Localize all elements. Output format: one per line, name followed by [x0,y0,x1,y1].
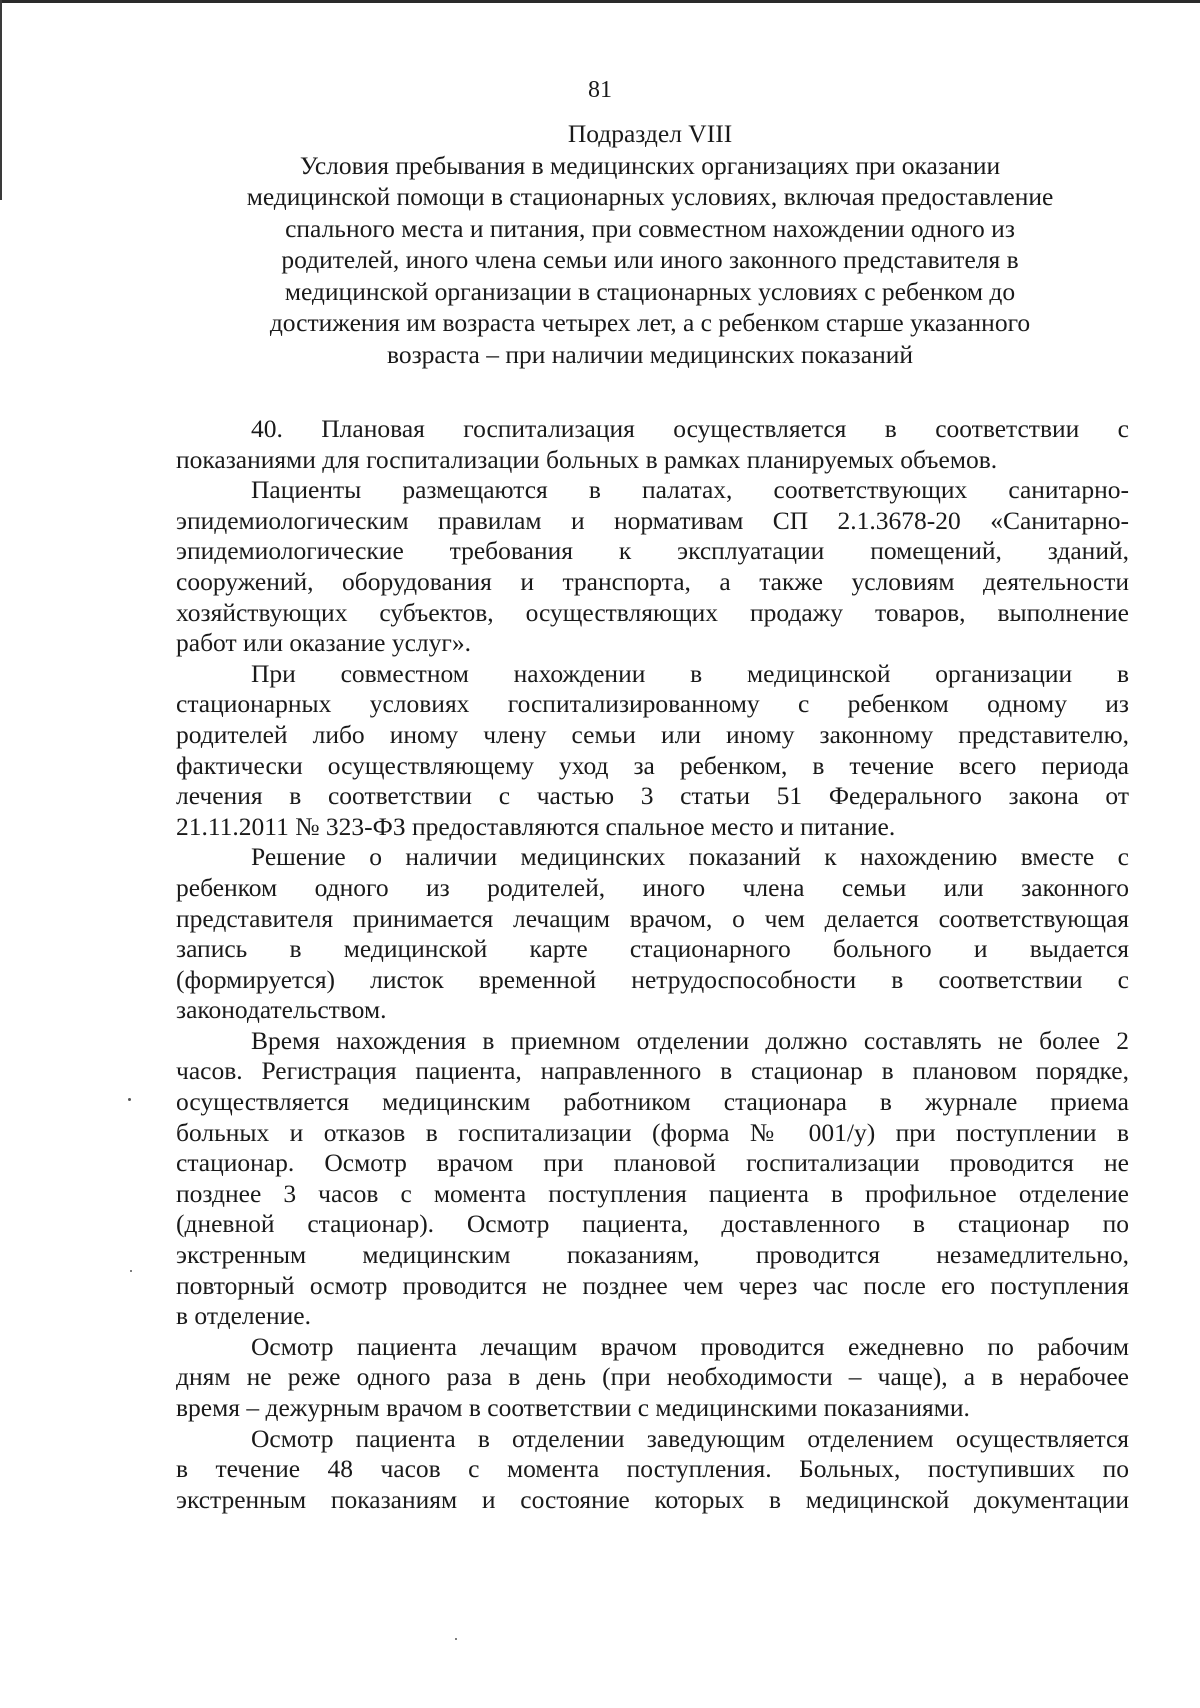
paragraph-joint-stay [176,659,1129,843]
text-line: Решение о наличии медицинских показаний к нахождению вместе с [251,842,1129,872]
text-line: запись в медицинской карте стационарного больного и выдается [176,934,1129,964]
text-line: экстренным показаниям и состояние которых в медицинской документации [176,1484,1129,1514]
body-text [176,414,1129,1515]
text-line: 21.11.2011 № 323-ФЗ предоставляются спальное место и питание. [176,811,896,841]
subsection-heading [150,118,1150,370]
text-line: Время нахождения в приемном отделении должно составлять не более 2 [251,1025,1129,1055]
text-line: эпидемиологическим правилам и нормативам СП 2.1.3678-20 «Санитарно- [176,505,1129,535]
text-line: больных и отказов в госпитализации (форма № 001/у) при поступлении в [176,1117,1129,1147]
text-line: осуществляется медицинским работником стационара в журнале приема [176,1087,1129,1117]
text-line: показаниями для госпитализации больных в рамках планируемых объемов. [176,444,998,474]
scan-top-edge [0,0,1200,3]
text-line: время – дежурным врачом в соответствии с медицинскими показаниями. [176,1393,970,1422]
heading-line: спального места и питания, при совместном нахождении одного из [285,213,1015,243]
text-line: эпидемиологические требования к эксплуатации помещений, зданий, [176,536,1129,566]
paragraph-medical-indications-decision [176,842,1129,1026]
subsection-title: Подраздел VIII [567,119,733,148]
text-line: При совместном нахождении в медицинской организации в [251,658,1129,688]
heading-line: достижения им возраста четырех лет, а с ребенком старше указанного [269,308,1031,337]
paragraph-ward-placement [176,475,1129,659]
paragraph-head-of-department-examination [176,1424,1129,1516]
text-line: родителей либо иному члену семьи или иному законному представителю, [176,719,1129,749]
paragraph-40-planned-hospitalization [176,414,1129,475]
heading-line: медицинской помощи в стационарных условиях, включая предоставление [246,182,1054,211]
text-line: в отделение. [176,1301,311,1331]
heading-line: медицинской организации в стационарных условиях с ребенком до [284,276,1016,306]
text-line: законодательством. [176,995,387,1025]
text-line: 40. Плановая госпитализация осуществляется в соответствии с [251,414,1129,443]
scan-speck [455,1638,457,1640]
text-line: ребенком одного из родителей, иного члена семьи или законного [176,872,1129,902]
text-line: (формируется) листок временной нетрудоспособности в соответствии с [176,964,1129,994]
paragraph-admission-time [176,1026,1129,1332]
text-line: работ или оказание услуг». [176,628,471,658]
text-line: экстренным медицинским показаниям, проводится незамедлительно, [176,1240,1129,1270]
text-line: стационарных условиях госпитализированному с ребенком одному из [176,689,1129,719]
text-line: Пациенты размещаются в палатах, соответствующих санитарно- [251,475,1129,505]
text-line: Осмотр пациента в отделении заведующим отделением осуществляется [251,1423,1129,1453]
text-line: позднее 3 часов с момента поступления пациента в профильное отделение [176,1178,1129,1208]
text-line: повторный осмотр проводится не позднее чем через час после его поступления [176,1270,1129,1300]
heading-line: возраста – при наличии медицинских показаний [386,339,914,369]
page-number: 81 [588,77,612,103]
scan-speck [130,1270,132,1272]
heading-line: Условия пребывания в медицинских организациях при оказании [299,150,1001,180]
scan-speck [128,1098,131,1101]
text-line: хозяйствующих субъектов, осуществляющих продажу товаров, выполнение [176,597,1129,627]
text-line: фактически осуществляющему уход за ребенком, в течение всего периода [176,750,1129,780]
text-line: лечения в соответствии с частью 3 статьи 51 Федерального закона от [176,781,1129,811]
text-line: часов. Регистрация пациента, направленного в стационар в плановом порядке, [176,1056,1129,1086]
heading-line: родителей, иного члена семьи или иного законного представителя в [281,245,1019,274]
text-line: представителя принимается лечащим врачом, о чем делается соответствующая [176,903,1129,933]
text-line: (дневной стационар). Осмотр пациента, доставленного в стационар по [176,1209,1129,1239]
text-line: в течение 48 часов с момента поступления. Больных, поступивших по [176,1454,1129,1484]
text-line: стационар. Осмотр врачом при плановой госпитализации проводится не [176,1148,1129,1178]
text-line: Осмотр пациента лечащим врачом проводится ежедневно по рабочим [251,1331,1129,1361]
text-line: дням не реже одного раза в день (при необходимости – чаще), а в нерабочее [176,1362,1129,1392]
paragraph-daily-examination [176,1332,1129,1424]
text-line: сооружений, оборудования и транспорта, а также условиям деятельности [176,566,1129,596]
